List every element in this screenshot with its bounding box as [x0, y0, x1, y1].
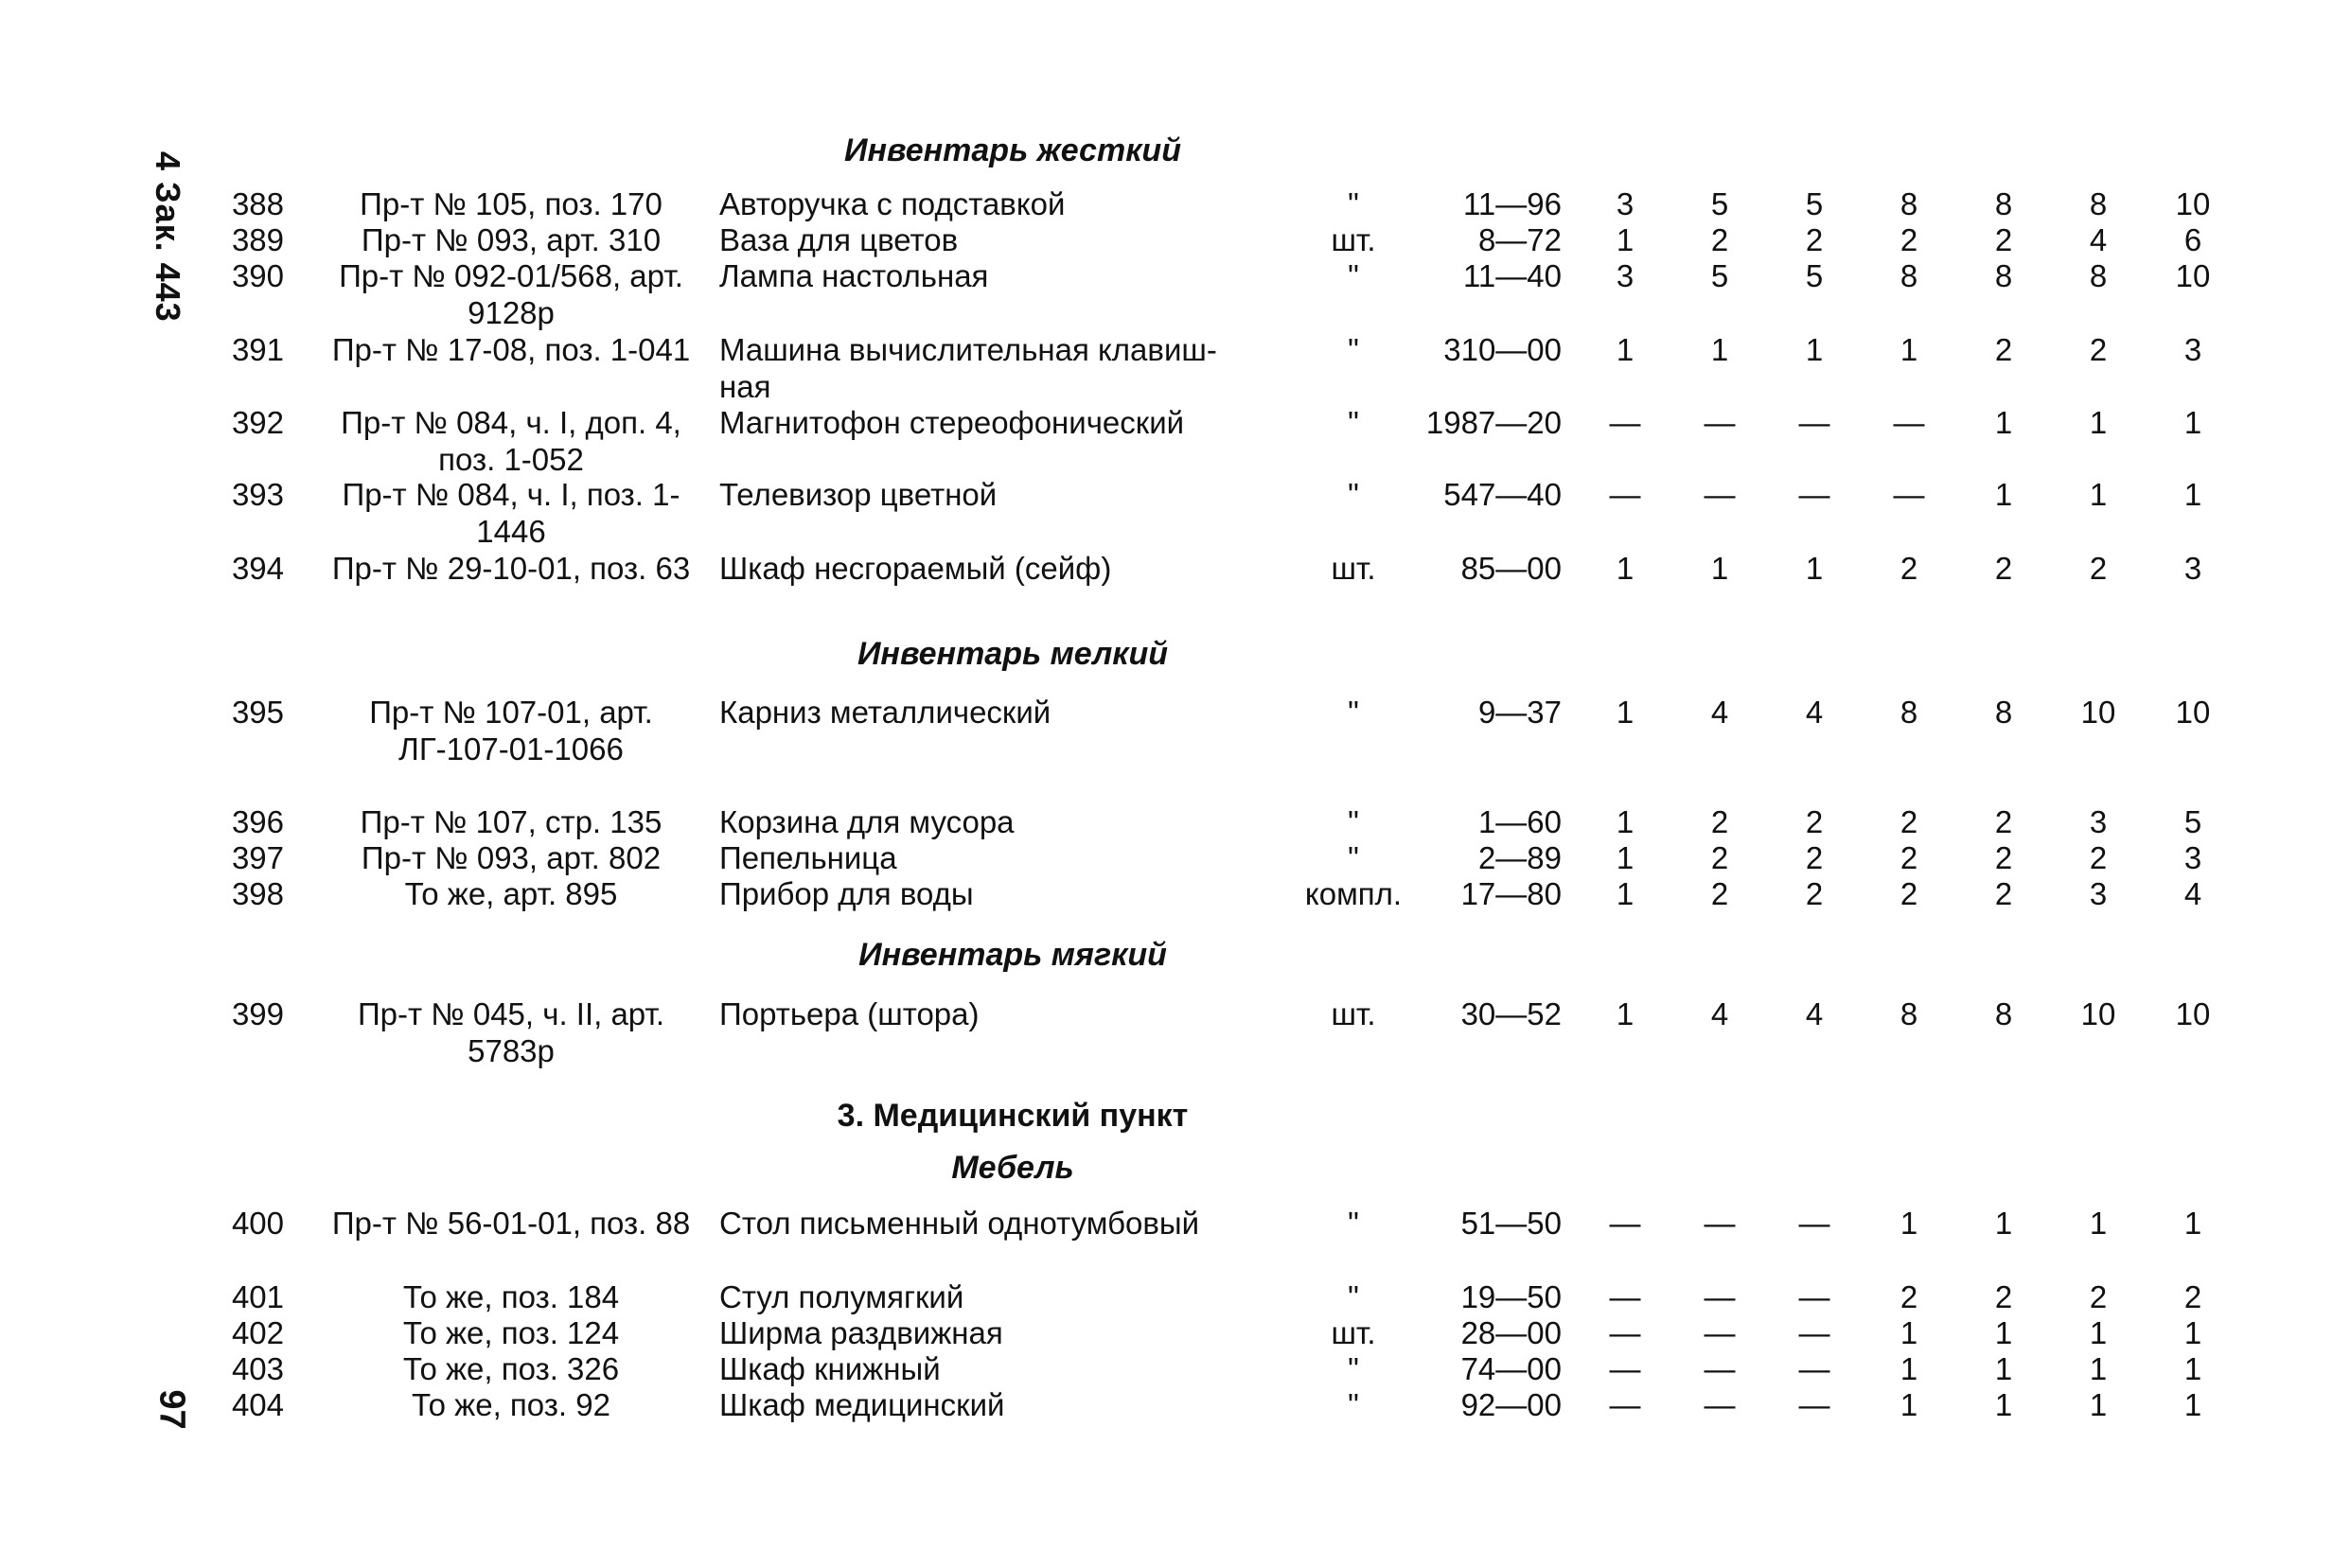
- quantity-cell: 1: [2183, 1387, 2202, 1422]
- item-number: 389: [231, 222, 284, 257]
- quantity-cell: —: [1798, 1387, 1830, 1422]
- quantity-cell: 1: [2089, 477, 2108, 512]
- item-name: Шкаф медицинский: [719, 1387, 1005, 1422]
- quantity-cell: 2: [1994, 222, 2013, 257]
- price: 51—50: [1460, 1206, 1562, 1241]
- quantity-cell: 3: [1616, 186, 1634, 221]
- quantity-cell: 5: [1710, 258, 1729, 293]
- quantity-cell: 2: [1899, 804, 1918, 839]
- item-name: Магнитофон стереофонический: [719, 405, 1185, 440]
- catalog-reference: Пр-т № 045, ч. II, арт. 5783р: [357, 996, 665, 1068]
- unit: ": [1348, 1351, 1359, 1386]
- price: 547—40: [1443, 477, 1562, 512]
- unit: шт.: [1331, 996, 1376, 1031]
- item-number: 396: [231, 804, 284, 839]
- catalog-reference: То же, поз. 184: [402, 1279, 620, 1314]
- quantity-cell: 2: [1994, 332, 2013, 367]
- catalog-reference: Пр-т № 092-01/568, арт. 9128р: [339, 258, 683, 330]
- quantity-cell: 2: [2089, 332, 2108, 367]
- quantity-cell: 2: [1710, 840, 1729, 875]
- item-name: Шкаф книжный: [719, 1351, 941, 1386]
- price: 17—80: [1460, 876, 1562, 911]
- unit: шт.: [1331, 222, 1376, 257]
- item-name: Прибор для воды: [719, 876, 974, 911]
- price: 28—00: [1460, 1315, 1562, 1350]
- quantity-cell: 1: [1805, 332, 1824, 367]
- quantity-cell: —: [1704, 477, 1736, 512]
- quantity-cell: 1: [1710, 332, 1729, 367]
- quantity-cell: 8: [1994, 695, 2013, 730]
- item-name: Лампа настольная: [719, 258, 989, 293]
- price: 2—89: [1477, 840, 1562, 875]
- price: 9—37: [1477, 695, 1562, 730]
- quantity-cell: 2: [1994, 876, 2013, 911]
- quantity-cell: —: [1609, 1206, 1641, 1241]
- unit: ": [1348, 186, 1359, 221]
- quantity-cell: —: [1704, 405, 1736, 440]
- subsection-heading: Мебель: [951, 1150, 1074, 1186]
- item-name: Пепельница: [719, 840, 897, 875]
- quantity-cell: 1: [1616, 695, 1634, 730]
- quantity-cell: —: [1704, 1387, 1736, 1422]
- unit: компл.: [1304, 876, 1403, 911]
- quantity-cell: 4: [1805, 996, 1824, 1031]
- page-number: 97: [151, 1389, 192, 1430]
- quantity-cell: 3: [2089, 804, 2108, 839]
- quantity-cell: 10: [2080, 695, 2116, 730]
- item-number: 393: [231, 477, 284, 512]
- quantity-cell: 6: [2183, 222, 2202, 257]
- catalog-reference: Пр-т № 093, арт. 310: [361, 222, 662, 257]
- quantity-cell: 1: [1616, 840, 1634, 875]
- item-number: 391: [231, 332, 284, 367]
- quantity-cell: 2: [1899, 551, 1918, 586]
- quantity-cell: 2: [1805, 840, 1824, 875]
- quantity-cell: 1: [1899, 1206, 1918, 1241]
- price: 85—00: [1460, 551, 1562, 586]
- quantity-cell: 1: [1899, 1351, 1918, 1386]
- item-name: Ваза для цветов: [719, 222, 959, 257]
- quantity-cell: 3: [2089, 876, 2108, 911]
- quantity-cell: 1: [1994, 1206, 2013, 1241]
- quantity-cell: —: [1609, 405, 1641, 440]
- quantity-cell: 8: [1994, 996, 2013, 1031]
- quantity-cell: 8: [1899, 996, 1918, 1031]
- quantity-cell: 2: [1899, 1279, 1918, 1314]
- catalog-reference: Пр-т № 084, ч. I, поз. 1-1446: [342, 477, 680, 549]
- item-name: Авторучка с подставкой: [719, 186, 1066, 221]
- item-name: Стол письменный однотумбовый: [719, 1206, 1200, 1241]
- quantity-cell: —: [1609, 1351, 1641, 1386]
- item-number: 402: [231, 1315, 284, 1350]
- catalog-reference: То же, поз. 92: [412, 1387, 610, 1422]
- quantity-cell: 8: [1899, 258, 1918, 293]
- quantity-cell: 1: [1616, 996, 1634, 1031]
- quantity-cell: 2: [2183, 1279, 2202, 1314]
- item-number: 390: [231, 258, 284, 293]
- quantity-cell: —: [1609, 477, 1641, 512]
- quantity-cell: —: [1893, 477, 1925, 512]
- subsection-heading: Инвентарь мелкий: [857, 636, 1169, 672]
- quantity-cell: 1: [1616, 876, 1634, 911]
- price: 1987—20: [1425, 405, 1562, 440]
- quantity-cell: 2: [2089, 551, 2108, 586]
- quantity-cell: 10: [2175, 695, 2211, 730]
- unit: ": [1348, 840, 1359, 875]
- item-number: 401: [231, 1279, 284, 1314]
- quantity-cell: 4: [2183, 876, 2202, 911]
- price: 310—00: [1443, 332, 1562, 367]
- item-number: 400: [231, 1206, 284, 1241]
- quantity-cell: 4: [1710, 996, 1729, 1031]
- quantity-cell: 5: [1710, 186, 1729, 221]
- quantity-cell: 8: [1994, 186, 2013, 221]
- quantity-cell: 1: [1805, 551, 1824, 586]
- subsection-heading: Инвентарь мягкий: [858, 937, 1167, 973]
- quantity-cell: 8: [2089, 186, 2108, 221]
- quantity-cell: 5: [1805, 258, 1824, 293]
- quantity-cell: 1: [1994, 477, 2013, 512]
- quantity-cell: 1: [1616, 332, 1634, 367]
- catalog-reference: Пр-т № 105, поз. 170: [360, 186, 663, 221]
- quantity-cell: 1: [1899, 1387, 1918, 1422]
- item-number: 403: [231, 1351, 284, 1386]
- quantity-cell: 8: [1994, 258, 2013, 293]
- quantity-cell: —: [1704, 1206, 1736, 1241]
- item-number: 398: [231, 876, 284, 911]
- unit: ": [1348, 804, 1359, 839]
- quantity-cell: 10: [2175, 996, 2211, 1031]
- quantity-cell: —: [1798, 1315, 1830, 1350]
- unit: ": [1348, 695, 1359, 730]
- price: 92—00: [1460, 1387, 1562, 1422]
- item-name: Шкаф несгораемый (сейф): [719, 551, 1112, 586]
- quantity-cell: —: [1704, 1279, 1736, 1314]
- quantity-cell: 1: [1994, 1351, 2013, 1386]
- quantity-cell: 1: [1994, 405, 2013, 440]
- quantity-cell: —: [1798, 1279, 1830, 1314]
- price: 11—40: [1463, 258, 1562, 293]
- item-number: 388: [231, 186, 284, 221]
- quantity-cell: 2: [2089, 1279, 2108, 1314]
- quantity-cell: —: [1609, 1315, 1641, 1350]
- price: 19—50: [1460, 1279, 1562, 1314]
- item-name: Портьера (штора): [719, 996, 980, 1031]
- quantity-cell: 3: [2183, 551, 2202, 586]
- quantity-cell: 8: [1899, 186, 1918, 221]
- quantity-cell: 1: [1994, 1315, 2013, 1350]
- quantity-cell: 1: [1616, 804, 1634, 839]
- quantity-cell: 3: [1616, 258, 1634, 293]
- price: 1—60: [1477, 804, 1562, 839]
- catalog-reference: Пр-т № 107, стр. 135: [360, 804, 663, 839]
- unit: ": [1348, 1279, 1359, 1314]
- quantity-cell: 4: [1710, 695, 1729, 730]
- quantity-cell: 2: [1994, 1279, 2013, 1314]
- quantity-cell: 10: [2080, 996, 2116, 1031]
- price: 8—72: [1477, 222, 1562, 257]
- item-name: Ширма раздвижная: [719, 1315, 1003, 1350]
- unit: ": [1348, 405, 1359, 440]
- item-name: Карниз металлический: [719, 695, 1051, 730]
- quantity-cell: 1: [2089, 1315, 2108, 1350]
- quantity-cell: 3: [2183, 332, 2202, 367]
- subsection-heading: Инвентарь жесткий: [844, 132, 1181, 168]
- quantity-cell: 2: [1710, 876, 1729, 911]
- quantity-cell: 2: [1899, 876, 1918, 911]
- quantity-cell: 1: [1710, 551, 1729, 586]
- catalog-reference: То же, поз. 124: [402, 1315, 620, 1350]
- item-name: Телевизор цветной: [719, 477, 998, 512]
- quantity-cell: 1: [2089, 1351, 2108, 1386]
- quantity-cell: 1: [2183, 477, 2202, 512]
- quantity-cell: 1: [1899, 332, 1918, 367]
- item-name: Корзина для мусора: [719, 804, 1015, 839]
- item-number: 399: [231, 996, 284, 1031]
- quantity-cell: 2: [1899, 222, 1918, 257]
- quantity-cell: 2: [1805, 876, 1824, 911]
- quantity-cell: 2: [1899, 840, 1918, 875]
- item-number: 395: [231, 695, 284, 730]
- unit: шт.: [1331, 1315, 1376, 1350]
- price: 11—96: [1463, 186, 1562, 221]
- quantity-cell: 10: [2175, 186, 2211, 221]
- quantity-cell: 1: [1899, 1315, 1918, 1350]
- price: 74—00: [1460, 1351, 1562, 1386]
- unit: ": [1348, 1206, 1359, 1241]
- quantity-cell: 1: [2089, 1206, 2108, 1241]
- quantity-cell: 2: [1710, 222, 1729, 257]
- quantity-cell: —: [1798, 405, 1830, 440]
- catalog-reference: Пр-т № 093, арт. 802: [361, 840, 662, 875]
- quantity-cell: 4: [2089, 222, 2108, 257]
- quantity-cell: 1: [2089, 405, 2108, 440]
- quantity-cell: —: [1798, 1206, 1830, 1241]
- unit: ": [1348, 1387, 1359, 1422]
- order-mark: 4 Зак. 443: [149, 151, 187, 323]
- catalog-reference: Пр-т № 084, ч. I, доп. 4, поз. 1-052: [341, 405, 681, 477]
- quantity-cell: 3: [2183, 840, 2202, 875]
- quantity-cell: 4: [1805, 695, 1824, 730]
- quantity-cell: —: [1704, 1351, 1736, 1386]
- quantity-cell: —: [1798, 477, 1830, 512]
- quantity-cell: 2: [1805, 222, 1824, 257]
- catalog-reference: Пр-т № 107-01, арт. ЛГ-107-01-1066: [369, 695, 653, 766]
- quantity-cell: 2: [1994, 551, 2013, 586]
- quantity-cell: 1: [2183, 1206, 2202, 1241]
- catalog-reference: То же, арт. 895: [404, 876, 618, 911]
- quantity-cell: 8: [2089, 258, 2108, 293]
- item-number: 397: [231, 840, 284, 875]
- quantity-cell: 2: [1994, 840, 2013, 875]
- quantity-cell: 5: [2183, 804, 2202, 839]
- unit: ": [1348, 258, 1359, 293]
- price: 30—52: [1460, 996, 1562, 1031]
- unit: ": [1348, 477, 1359, 512]
- item-number: 394: [231, 551, 284, 586]
- item-number: 392: [231, 405, 284, 440]
- quantity-cell: 1: [1994, 1387, 2013, 1422]
- catalog-reference: То же, поз. 326: [402, 1351, 620, 1386]
- quantity-cell: 2: [1805, 804, 1824, 839]
- quantity-cell: 1: [2183, 1315, 2202, 1350]
- section-heading: 3. Медицинский пункт: [837, 1098, 1189, 1134]
- quantity-cell: —: [1609, 1387, 1641, 1422]
- quantity-cell: 1: [2183, 1351, 2202, 1386]
- quantity-cell: —: [1704, 1315, 1736, 1350]
- quantity-cell: 2: [1994, 804, 2013, 839]
- catalog-reference: Пр-т № 17-08, поз. 1-041: [331, 332, 691, 367]
- unit: ": [1348, 332, 1359, 367]
- quantity-cell: 1: [2089, 1387, 2108, 1422]
- unit: шт.: [1331, 551, 1376, 586]
- quantity-cell: 2: [1710, 804, 1729, 839]
- item-name: Машина вычислительная клавиш-ная: [719, 332, 1217, 404]
- quantity-cell: —: [1798, 1351, 1830, 1386]
- quantity-cell: 1: [2183, 405, 2202, 440]
- quantity-cell: 10: [2175, 258, 2211, 293]
- quantity-cell: 5: [1805, 186, 1824, 221]
- quantity-cell: —: [1893, 405, 1925, 440]
- quantity-cell: 2: [2089, 840, 2108, 875]
- quantity-cell: 8: [1899, 695, 1918, 730]
- catalog-reference: Пр-т № 29-10-01, поз. 63: [331, 551, 691, 586]
- item-number: 404: [231, 1387, 284, 1422]
- quantity-cell: —: [1609, 1279, 1641, 1314]
- quantity-cell: 1: [1616, 222, 1634, 257]
- quantity-cell: 1: [1616, 551, 1634, 586]
- item-name: Стул полумягкий: [719, 1279, 964, 1314]
- catalog-reference: Пр-т № 56-01-01, поз. 88: [331, 1206, 691, 1241]
